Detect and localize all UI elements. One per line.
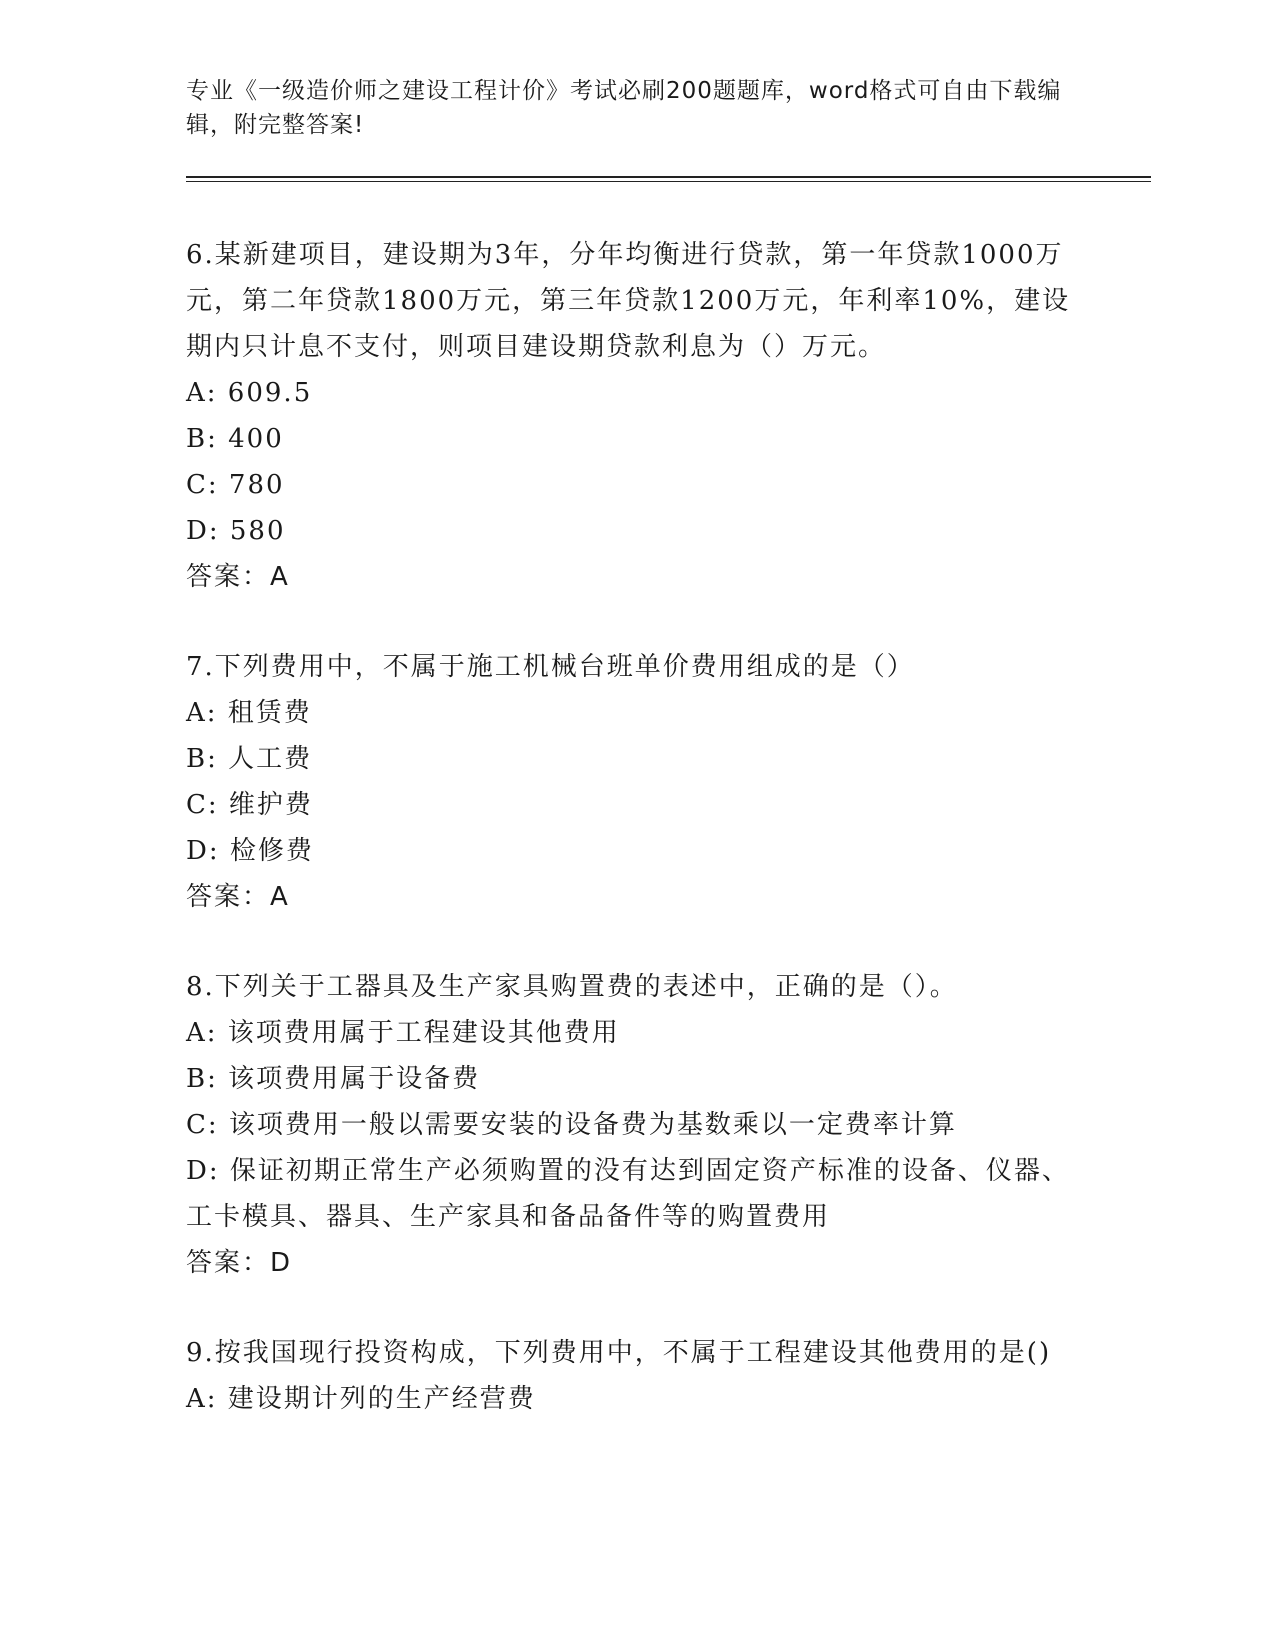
option-c: C: 780 bbox=[186, 470, 285, 500]
question-7 bbox=[186, 644, 1086, 920]
document-header bbox=[186, 74, 1066, 142]
option-a: A: 租赁费 bbox=[186, 698, 312, 728]
answer: 答案：A bbox=[186, 562, 290, 592]
question-8 bbox=[186, 964, 1086, 1286]
option-d: D: 保证初期正常生产必须购置的没有达到固定资产标准的设备、仪器、工卡模具、器具、生产家具和备品备件等的购置费用 bbox=[186, 1156, 1070, 1232]
header-divider bbox=[186, 176, 1151, 178]
option-c: C: 维护费 bbox=[186, 790, 313, 820]
header-title: 专业《一级造价师之建设工程计价》考试必刷200题题库，word格式可自由下载编辑，附完整答案! bbox=[186, 78, 1062, 138]
option-a: A: 建设期计列的生产经营费 bbox=[186, 1384, 536, 1414]
question-9 bbox=[186, 1330, 1086, 1422]
option-a: A: 该项费用属于工程建设其他费用 bbox=[186, 1018, 620, 1048]
option-b: B: 400 bbox=[186, 424, 284, 454]
header-divider-thin bbox=[186, 181, 1151, 182]
question-text: 8.下列关于工器具及生产家具购置费的表述中，正确的是（）。 bbox=[186, 972, 958, 1002]
option-d: D: 检修费 bbox=[186, 836, 314, 866]
question-text: 9.按我国现行投资构成，下列费用中，不属于工程建设其他费用的是() bbox=[186, 1338, 1052, 1368]
answer: 答案：A bbox=[186, 882, 290, 912]
option-d: D: 580 bbox=[186, 516, 286, 546]
option-c: C: 该项费用一般以需要安装的设备费为基数乘以一定费率计算 bbox=[186, 1110, 957, 1140]
question-text: 7.下列费用中，不属于施工机械台班单价费用组成的是（） bbox=[186, 652, 915, 682]
option-b: B: 该项费用属于设备费 bbox=[186, 1064, 481, 1094]
question-6 bbox=[186, 232, 1086, 600]
option-b: B: 人工费 bbox=[186, 744, 313, 774]
question-text: 6.某新建项目，建设期为3年，分年均衡进行贷款，第一年贷款1000万元，第二年贷款1800万元，第三年贷款1200万元，年利率10%，建设期内只计息不支付，则项目建设期贷款利息为（）万元。 bbox=[186, 240, 1071, 362]
question-list bbox=[186, 232, 1086, 1466]
answer: 答案：D bbox=[186, 1248, 293, 1278]
option-a: A: 609.5 bbox=[186, 378, 313, 408]
